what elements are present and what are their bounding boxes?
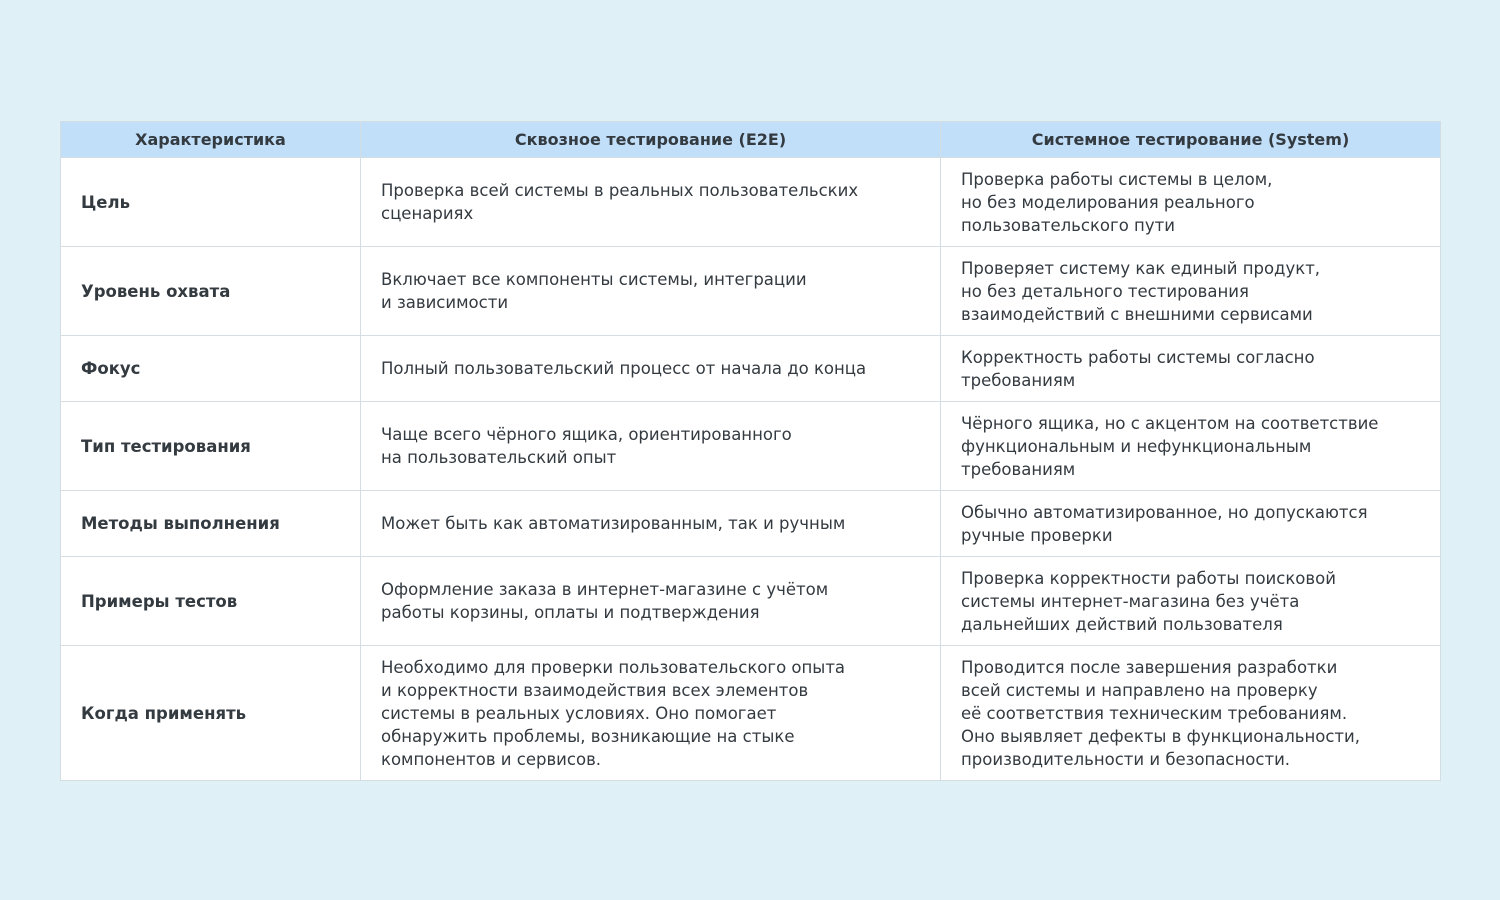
cell-text-line: Оформление заказа в интернет-магазине с учётом: [381, 580, 829, 599]
cell-text-line: Обычно автоматизированное, но допускаются: [961, 502, 1368, 522]
cell-text-line: пользовательского пути: [961, 215, 1175, 235]
cell-text-line: дальнейших действий пользователя: [961, 614, 1283, 634]
cell-text-line: производительности и безопасности.: [961, 749, 1291, 769]
table-row: [61, 402, 1441, 491]
table-body: [61, 158, 1441, 781]
cell-text-line: Включает все компоненты системы, интеграции: [381, 270, 807, 289]
row-label: Методы выполнения: [61, 491, 361, 557]
cell-e2e: [361, 402, 941, 491]
cell-text-line: Полный пользовательский процесс от начала до конца: [381, 359, 867, 378]
row-label: Фокус: [61, 336, 361, 402]
cell-text-line: ручные проверки: [961, 525, 1113, 545]
cell-e2e: [361, 557, 941, 646]
row-label: Тип тестирования: [61, 402, 361, 491]
cell-text-line: и корректности взаимодействия всех элементов: [381, 680, 809, 700]
cell-text-line: на пользовательский опыт: [381, 448, 617, 467]
cell-e2e: [361, 646, 941, 781]
cell-text-line: Необходимо для проверки пользовательского опыта: [381, 657, 846, 677]
cell-text-line: Проводится после завершения разработки: [961, 657, 1338, 677]
header-e2e: Сквозное тестирование (E2E): [361, 122, 941, 158]
cell-text-line: обнаружить проблемы, возникающие на стыке: [381, 726, 795, 746]
table-row: [61, 158, 1441, 247]
row-label: Примеры тестов: [61, 557, 361, 646]
table-row: [61, 336, 1441, 402]
cell-text-line: Проверка всей системы в реальных пользовательских: [381, 181, 859, 200]
cell-text-line: компонентов и сервисов.: [381, 749, 602, 769]
table-row: [61, 557, 1441, 646]
cell-text-line: Корректность работы системы согласно: [961, 347, 1315, 367]
cell-text-line: и зависимости: [381, 293, 509, 312]
cell-e2e: [361, 491, 941, 557]
cell-system: [941, 491, 1441, 557]
table-row: [61, 646, 1441, 781]
cell-text-line: Проверка работы системы в целом,: [961, 169, 1273, 189]
cell-text-line: Чаще всего чёрного ящика, ориентированного: [381, 425, 792, 444]
header-system: Системное тестирование (System): [941, 122, 1441, 158]
cell-text-line: Проверка корректности работы поисковой: [961, 568, 1336, 588]
cell-e2e: [361, 158, 941, 247]
table-row: [61, 247, 1441, 336]
cell-e2e: [361, 336, 941, 402]
row-label: Уровень охвата: [61, 247, 361, 336]
cell-text-line: её соответствия техническим требованиям.: [961, 703, 1348, 723]
cell-text-line: сценариях: [381, 204, 474, 223]
cell-text-line: всей системы и направлено на проверку: [961, 680, 1318, 700]
cell-system: [941, 646, 1441, 781]
cell-system: [941, 557, 1441, 646]
row-label: Когда применять: [61, 646, 361, 781]
cell-text-line: Проверяет систему как единый продукт,: [961, 258, 1321, 278]
cell-system: [941, 402, 1441, 491]
cell-system: [941, 158, 1441, 247]
cell-system: [941, 247, 1441, 336]
table-row: [61, 491, 1441, 557]
cell-system: [941, 336, 1441, 402]
cell-text-line: требованиям: [961, 459, 1076, 479]
header-characteristic: Характеристика: [61, 122, 361, 158]
cell-text-line: системы интернет-магазина без учёта: [961, 591, 1300, 611]
cell-text-line: но без детального тестирования: [961, 281, 1249, 301]
cell-text-line: Оно выявляет дефекты в функциональности,: [961, 726, 1361, 746]
comparison-table: [60, 121, 1441, 781]
cell-text-line: функциональным и нефункциональным: [961, 436, 1312, 456]
cell-text-line: требованиям: [961, 370, 1076, 390]
cell-text-line: системы в реальных условиях. Оно помогает: [381, 703, 777, 723]
cell-e2e: [361, 247, 941, 336]
cell-text-line: взаимодействий с внешними сервисами: [961, 304, 1313, 324]
table-header-row: [61, 122, 1441, 158]
cell-text-line: но без моделирования реального: [961, 192, 1255, 212]
row-label: Цель: [61, 158, 361, 247]
cell-text-line: Чёрного ящика, но с акцентом на соответствие: [961, 413, 1379, 433]
comparison-table-container: [60, 121, 1440, 781]
cell-text-line: Может быть как автоматизированным, так и ручным: [381, 514, 846, 533]
cell-text-line: работы корзины, оплаты и подтверждения: [381, 603, 760, 622]
